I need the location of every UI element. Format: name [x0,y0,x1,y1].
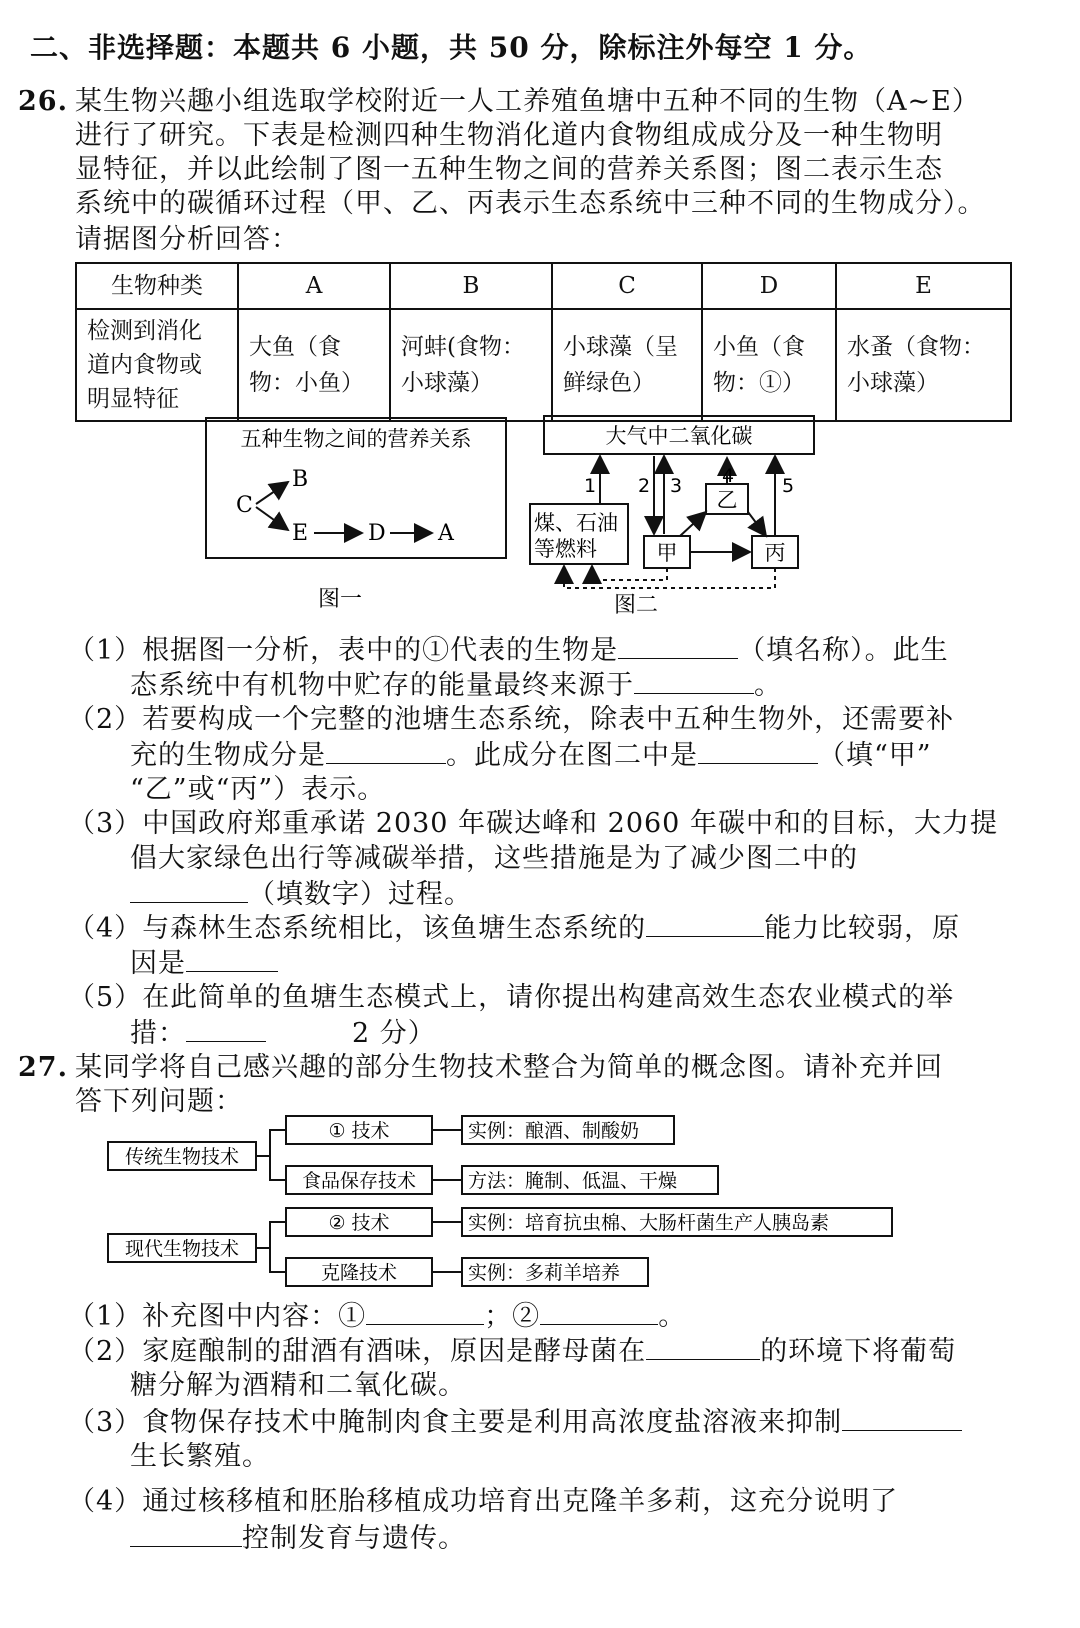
q27-4-line-2 [130,1520,466,1557]
q26-intro-line-2: 进行了研究。下表是检测四种生物消化道内食物组成成分及一种生物明 [75,120,943,151]
cell-line: 物：①） [713,370,805,396]
q26-2-text-e: “乙”或“丙”）表示。 [130,774,386,805]
table-row [76,309,1011,421]
fig2-caption: 图二 [613,593,659,617]
dashed-arrow-bing-to-fuel [564,566,775,588]
q26-1-text-c: 态系统中有机物中贮存的能量最终来源于 [130,670,634,701]
tech-2-example: 实例：培育抗虫棉、大肠杆菌生产人胰岛素 [468,1212,830,1234]
q27-1-text-b: ；② [484,1301,541,1332]
row-label-line: 明显特征 [87,386,179,412]
answer-blank[interactable] [698,737,818,764]
q26-3-line-3 [130,876,472,913]
arrow-c-to-b [256,482,288,504]
q27-1-line [68,1298,686,1335]
q26-2-text-d: （填“甲” [818,740,932,771]
table-header-row [76,263,1011,309]
q27-2-line-2 [130,1368,466,1404]
q27-2-label: （2） [68,1336,143,1367]
q26-3-text-b: 倡大家绿色出行等减碳举措，这些措施是为了减少图二中的 [130,843,858,874]
cell-line: 鲜绿色） [563,370,655,396]
q26-1-text-a: 根据图一分析，表中的①代表的生物是 [142,635,619,666]
answer-blank[interactable] [646,910,764,937]
cloning-example: 实例：多莉羊培养 [468,1262,621,1284]
answer-blank[interactable] [366,1298,484,1325]
table-header-cell: C [552,263,702,309]
atmosphere-co2-label: 大气中二氧化碳 [605,424,753,448]
food-preservation-label: 食品保存技术 [301,1170,417,1192]
cell-line: 河蚌(食物： [401,334,525,360]
table-header-cell: 生物种类 [76,263,238,309]
tech-2-label: ② 技术 [328,1212,390,1234]
fig1-caption: 图一 [317,587,363,612]
q27-2-line-1 [68,1333,956,1370]
q27-3-line-2 [130,1439,270,1475]
q26-5-label: （5） [68,982,143,1013]
row-label-line: 道内食物或 [87,352,202,378]
cell-line: 小鱼（食 [713,334,805,360]
arrow-4-label: 4 [722,465,735,487]
q27-intro-line-2: 答下列问题： [75,1086,243,1117]
q26-3-text-c: （填数字）过程。 [248,879,472,910]
connector [256,1130,286,1156]
jia-label: 甲 [656,541,678,565]
q26-3-label: （3） [68,808,143,839]
node-d: D [368,521,386,546]
table-header-cell: A [238,263,390,309]
answer-blank[interactable] [646,1333,760,1360]
node-c: C [236,493,253,518]
node-b: B [292,467,309,492]
cell-line: 大鱼（食 [249,334,341,360]
cell-line: 小球藻） [401,370,493,396]
arrow-5-label: 5 [782,475,795,497]
q27-4-line-1 [68,1484,898,1520]
q26-4-line-1 [68,910,960,947]
answer-blank[interactable] [618,632,738,659]
q26-2-text-a: 若要构成一个完整的池塘生态系统，除表中五种生物外，还需要补 [142,704,955,735]
q26-2-line-1 [68,702,954,738]
cell-line: 水蚤（食物： [847,334,985,360]
table-cell-e [836,309,1011,421]
table-cell-b [390,309,552,421]
q26-intro-line-4: 系统中的碳循环过程（甲、乙、丙表示生态系统中三种不同的生物成分）。 [75,188,986,219]
tech-1-label: ① 技术 [328,1120,390,1142]
q26-2-text-c: 。此成分在图二中是 [446,740,698,771]
table-row-label [76,309,238,421]
answer-blank[interactable] [186,945,278,972]
q27-3-text-b: 生长繁殖。 [130,1441,270,1472]
section-title: 二、非选择题：本题共 6 小题，共 50 分，除标注外每空 1 分。 [30,31,873,64]
q26-4-label: （4） [68,913,143,944]
q27-3-line-1 [68,1404,962,1441]
q26-4-text-b: 能力比较弱，原 [764,913,961,944]
q27-1-text-c: 。 [658,1301,687,1332]
arrow-c-to-e [256,507,288,530]
cloning-tech-label: 克隆技术 [320,1262,398,1284]
q26-5-text-a: 在此简单的鱼塘生态模式上，请你提出构建高效生态农业模式的举 [142,982,955,1013]
q26-3-text-a: 中国政府郑重承诺 2030 年碳达峰和 2060 年碳中和的目标，大力提 [142,808,998,839]
q27-2-text-b: 的环境下将葡萄 [760,1336,957,1367]
q27-1-text-a: 补充图中内容：① [142,1301,367,1332]
connector [270,1156,286,1180]
q26-3-line-1 [68,806,998,842]
q27-1-label: （1） [68,1301,143,1332]
q26-intro-line-5: 请据图分析回答： [75,224,299,255]
q27-4-text-a: 通过核移植和胚胎移植成功培育出克隆羊多莉，这充分说明了 [142,1486,899,1517]
figure-2-carbon-cycle [520,412,830,617]
q27-intro-line-1: 某同学将自己感兴趣的部分生物技术整合为简单的概念图。请补充并回 [75,1052,943,1083]
q26-2-line-2 [130,737,932,774]
arrow-yi-to-bing [748,512,766,536]
bing-label: 丙 [764,541,786,565]
answer-blank[interactable] [326,737,446,764]
q26-1-text-d: 。 [754,670,782,701]
q27-3-text-a: 食物保存技术中腌制肉食主要是利用高浓度盐溶液来抑制 [142,1407,843,1438]
q26-4-line-2 [130,945,278,982]
q26-3-line-2 [130,841,858,877]
answer-blank[interactable] [634,667,754,694]
q26-1-label: （1） [68,635,143,666]
q26-4-text-a: 与森林生态系统相比，该鱼塘生态系统的 [142,913,647,944]
table-cell-c [552,309,702,421]
concept-map [100,1110,910,1300]
arrow-jia-to-yi [680,512,706,536]
fig1-title: 五种生物之间的营养关系 [240,427,472,451]
cell-line: 物：小鱼） [249,370,364,396]
q26-5-text-c: 2 分） [352,1018,436,1049]
fuel-label-line-1: 煤、石油 [534,511,618,535]
q27-number: 27. [18,1052,68,1083]
modern-tech-label: 现代生物技术 [124,1238,240,1260]
q26-2-label: （2） [68,704,143,735]
arrow-2-label: 2 [638,475,651,497]
connector [256,1222,286,1248]
node-e: E [292,521,309,546]
traditional-tech-label: 传统生物技术 [124,1146,240,1168]
food-preservation-method: 方法：腌制、低温、干燥 [468,1170,678,1192]
q26-intro-line-1: 某生物兴趣小组选取学校附近一人工养殖鱼塘中五种不同的生物（A~E） [75,86,980,117]
table-header-cell: B [390,263,552,309]
q26-1-line-1 [68,632,949,669]
q27-2-text-c: 糖分解为酒精和二氧化碳。 [130,1370,466,1401]
table-header-cell: D [702,263,836,309]
q26-intro-line-3: 显特征，并以此绘制了图一五种生物之间的营养关系图；图二表示生态 [75,154,943,185]
table-cell-a [238,309,390,421]
q26-5-line-2 [130,1015,436,1052]
node-a: A [438,521,454,546]
arrow-3-label: 3 [670,475,683,497]
q26-1-line-2 [130,667,782,704]
answer-blank[interactable] [130,876,248,903]
yi-label: 乙 [716,488,738,512]
q26-2-text-b: 充的生物成分是 [130,740,326,771]
cell-line: 小球藻） [847,370,939,396]
q26-2-line-3 [130,772,385,808]
q26-5-line-1 [68,980,954,1016]
table-header-cell: E [836,263,1011,309]
figure-1-food-web [200,412,520,612]
cell-line: 小球藻（呈 [563,334,678,360]
answer-blank[interactable] [186,1015,266,1042]
table-cell-d [702,309,836,421]
q27-4-text-b: 控制发育与遗传。 [242,1523,466,1554]
q27-2-text-a: 家庭酿制的甜酒有酒味，原因是酵母菌在 [142,1336,647,1367]
q26-4-text-c: 因是 [130,948,186,979]
answer-blank[interactable] [540,1298,658,1325]
answer-blank[interactable] [130,1520,242,1547]
row-label-line: 检测到消化 [87,318,202,344]
answer-blank[interactable] [842,1404,962,1431]
q27-3-label: （3） [68,1407,143,1438]
arrow-1-label: 1 [584,475,597,497]
tech-1-example: 实例：酿酒、制酸奶 [468,1120,640,1142]
q27-4-label: （4） [68,1486,143,1517]
q26-5-text-b: 措： [130,1018,186,1049]
fuel-label-line-2: 等燃料 [534,537,597,561]
connector [270,1248,286,1272]
q26-1-text-b: （填名称）。此生 [738,635,949,666]
organism-table [75,262,1012,422]
q26-number: 26. [18,86,68,117]
